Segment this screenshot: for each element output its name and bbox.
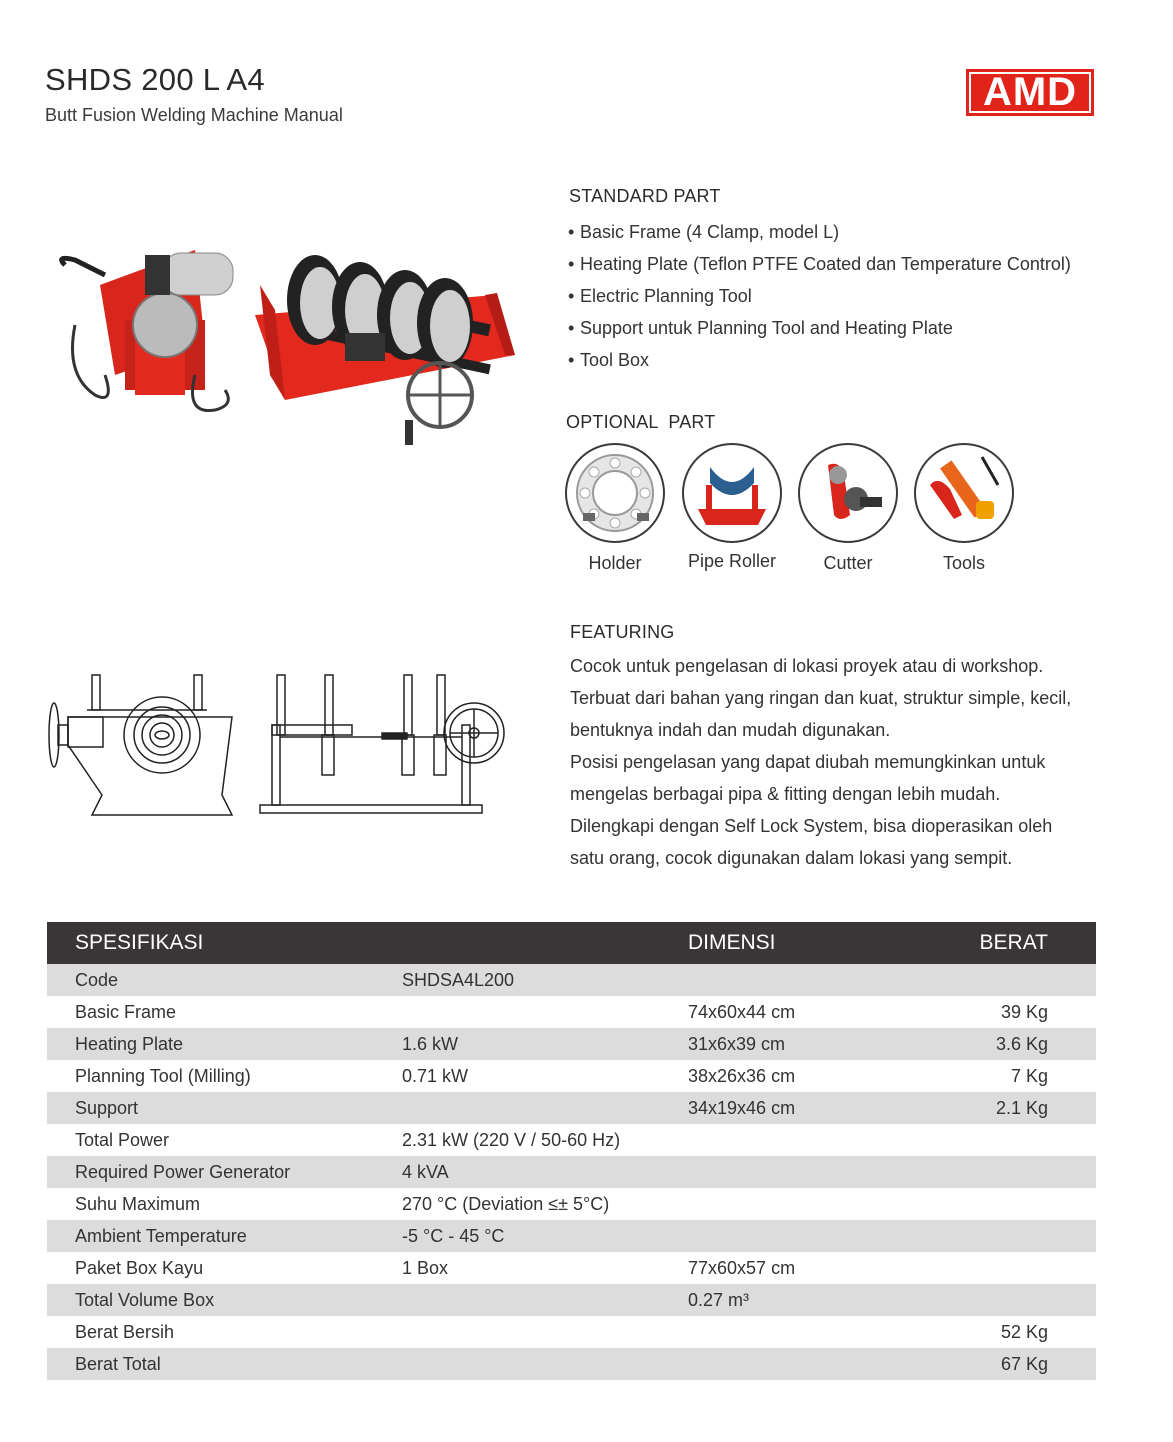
spec-weight: 2.1 Kg <box>978 1092 1096 1124</box>
table-row <box>47 1348 1096 1380</box>
spec-value <box>402 996 688 1028</box>
spec-label: Total Volume Box <box>47 1284 402 1316</box>
featuring-line: Cocok untuk pengelasan di lokasi proyek atau di workshop. <box>570 656 1044 676</box>
spec-label: Basic Frame <box>75 1001 177 1022</box>
spec-weight: 52 Kg <box>1000 1321 1048 1342</box>
bullet-icon: • <box>568 254 575 274</box>
spec-label: Total Power <box>75 1129 170 1150</box>
spec-value: 270 °C (Deviation ≤± 5°C) <box>402 1193 610 1214</box>
list-item <box>568 280 1071 312</box>
spec-value <box>402 1284 688 1316</box>
table-row <box>47 1092 1096 1124</box>
spec-dimension: 74x60x44 cm <box>688 1001 796 1022</box>
spec-label: Ambient Temperature <box>47 1220 402 1252</box>
optional-part-items <box>565 443 1035 583</box>
header-berat: BERAT <box>978 922 1096 964</box>
spec-label: Code <box>47 964 402 996</box>
optional-item-label: Pipe Roller <box>687 551 777 571</box>
spec-value <box>402 1316 688 1348</box>
table-row <box>47 1028 1096 1060</box>
list-item-text: Tool Box <box>580 350 650 370</box>
spec-weight <box>978 1220 1096 1252</box>
table-row <box>47 1124 1096 1156</box>
list-item-text: Electric Planning Tool <box>580 286 752 306</box>
spec-weight <box>978 1156 1096 1188</box>
header-dimensi: DIMENSI <box>688 922 978 964</box>
bullet-icon: • <box>568 318 575 338</box>
page-subtitle: Butt Fusion Welding Machine Manual <box>45 105 343 125</box>
spec-label: Planning Tool (Milling) <box>75 1065 251 1086</box>
spec-weight <box>978 1188 1096 1220</box>
holder-icon <box>565 443 665 543</box>
spec-table-body <box>47 964 1096 1380</box>
spec-dimension: 77x60x57 cm <box>688 1257 796 1278</box>
spec-dimension <box>688 1124 978 1156</box>
list-item <box>568 344 1071 376</box>
optional-item-label: Cutter <box>823 553 873 573</box>
spec-dimension <box>688 1156 978 1188</box>
optional-item-label: Holder <box>588 553 642 573</box>
spec-value: 4 kVA <box>402 1156 688 1188</box>
spec-value <box>402 1348 688 1380</box>
list-item-text: Support untuk Planning Tool and Heating Plate <box>580 318 953 338</box>
featuring-line: Posisi pengelasan yang dapat diubah memungkinkan untuk <box>570 752 1046 772</box>
header-blank <box>402 922 688 964</box>
featuring-line: Dilengkapi dengan Self Lock System, bisa dioperasikan oleh <box>570 816 1053 836</box>
spec-weight <box>978 1284 1096 1316</box>
spec-dimension <box>688 1188 978 1220</box>
front-view-drawing <box>260 675 504 813</box>
featuring-line: satu orang, cocok digunakan dalam lokasi yang sempit. <box>570 848 1013 868</box>
table-row <box>47 1252 1096 1284</box>
bullet-icon: • <box>568 222 575 242</box>
spec-label: Suhu Maximum <box>75 1193 201 1214</box>
machine-photo <box>45 225 525 455</box>
list-item <box>568 248 1071 280</box>
spec-weight <box>978 964 1096 996</box>
spec-weight: 39 Kg <box>1000 1001 1048 1022</box>
technical-drawing <box>42 665 512 825</box>
spec-weight: 67 Kg <box>978 1348 1096 1380</box>
spec-dimension: 0.27 m³ <box>688 1284 978 1316</box>
side-view-drawing <box>49 675 232 815</box>
spec-dimension <box>688 964 978 996</box>
optional-item-pipe-roller <box>677 443 787 572</box>
list-item-text: Basic Frame (4 Clamp, model L) <box>580 222 840 242</box>
spec-weight <box>978 1124 1096 1156</box>
spec-dimension <box>688 1220 978 1252</box>
featuring-line: bentuknya indah dan mudah digunakan. <box>570 720 891 740</box>
cutter-icon <box>798 443 898 543</box>
list-item <box>568 216 1071 248</box>
spec-weight <box>978 1252 1096 1284</box>
spec-dimension: 34x19x46 cm <box>688 1092 978 1124</box>
optional-item-label: Tools <box>942 553 986 573</box>
featuring-line: Terbuat dari bahan yang ringan dan kuat, struktur simple, kecil, <box>570 688 1072 708</box>
spec-value: 2.31 kW (220 V / 50-60 Hz) <box>402 1129 621 1150</box>
spec-label: Support <box>47 1092 402 1124</box>
standard-part-heading: STANDARD PART <box>569 186 721 206</box>
table-row <box>47 1316 1096 1348</box>
spec-label: Berat Bersih <box>75 1321 175 1342</box>
featuring-line: mengelas berbagai pipa & fitting dengan lebih mudah. <box>570 784 1001 804</box>
spec-label: Berat Total <box>47 1348 402 1380</box>
spec-weight: 7 Kg <box>1010 1065 1048 1086</box>
spec-table <box>47 922 1096 1380</box>
table-row <box>47 1284 1096 1316</box>
planning-tool-unit <box>62 250 233 411</box>
bullet-icon: • <box>568 286 575 306</box>
featuring-heading: FEATURING <box>570 622 675 642</box>
spec-value: SHDSA4L200 <box>402 964 688 996</box>
spec-label: Heating Plate <box>47 1028 402 1060</box>
list-item-text: Heating Plate (Teflon PTFE Coated dan Temperature Control) <box>580 254 1071 274</box>
spec-dimension <box>688 1348 978 1380</box>
bullet-icon: • <box>568 350 575 370</box>
optional-item-tools <box>909 443 1019 574</box>
header-spesifikasi: SPESIFIKASI <box>47 922 402 964</box>
spec-value: 0.71 kW <box>402 1065 469 1086</box>
table-row <box>47 1188 1096 1220</box>
spec-value <box>402 1092 688 1124</box>
optional-part-heading: OPTIONAL PART <box>566 412 716 432</box>
spec-dimension: 31x6x39 cm <box>688 1028 978 1060</box>
spec-value: -5 °C - 45 °C <box>402 1220 688 1252</box>
spec-dimension <box>688 1316 978 1348</box>
pipe-roller-icon <box>682 443 782 543</box>
spec-value: 1.6 kW <box>402 1028 688 1060</box>
table-row <box>47 964 1096 996</box>
table-row <box>47 996 1096 1028</box>
optional-item-cutter <box>793 443 903 574</box>
amd-logo <box>966 69 1094 116</box>
tools-icon <box>914 443 1014 543</box>
page-title: SHDS 200 L A4 <box>45 62 265 97</box>
standard-part-list <box>568 216 1071 376</box>
spec-label: Required Power Generator <box>47 1156 402 1188</box>
table-header-row <box>47 922 1096 964</box>
table-row <box>47 1060 1096 1092</box>
spec-dimension: 38x26x36 cm <box>688 1065 796 1086</box>
spec-value: 1 Box <box>402 1257 449 1278</box>
spec-weight: 3.6 Kg <box>978 1028 1096 1060</box>
featuring-text <box>570 650 1130 874</box>
clamp-frame-unit <box>255 255 515 445</box>
spec-label: Paket Box Kayu <box>75 1257 204 1278</box>
list-item <box>568 312 1071 344</box>
optional-item-holder <box>560 443 670 574</box>
table-row <box>47 1220 1096 1252</box>
table-row <box>47 1156 1096 1188</box>
logo-text: AMD <box>969 72 1091 113</box>
